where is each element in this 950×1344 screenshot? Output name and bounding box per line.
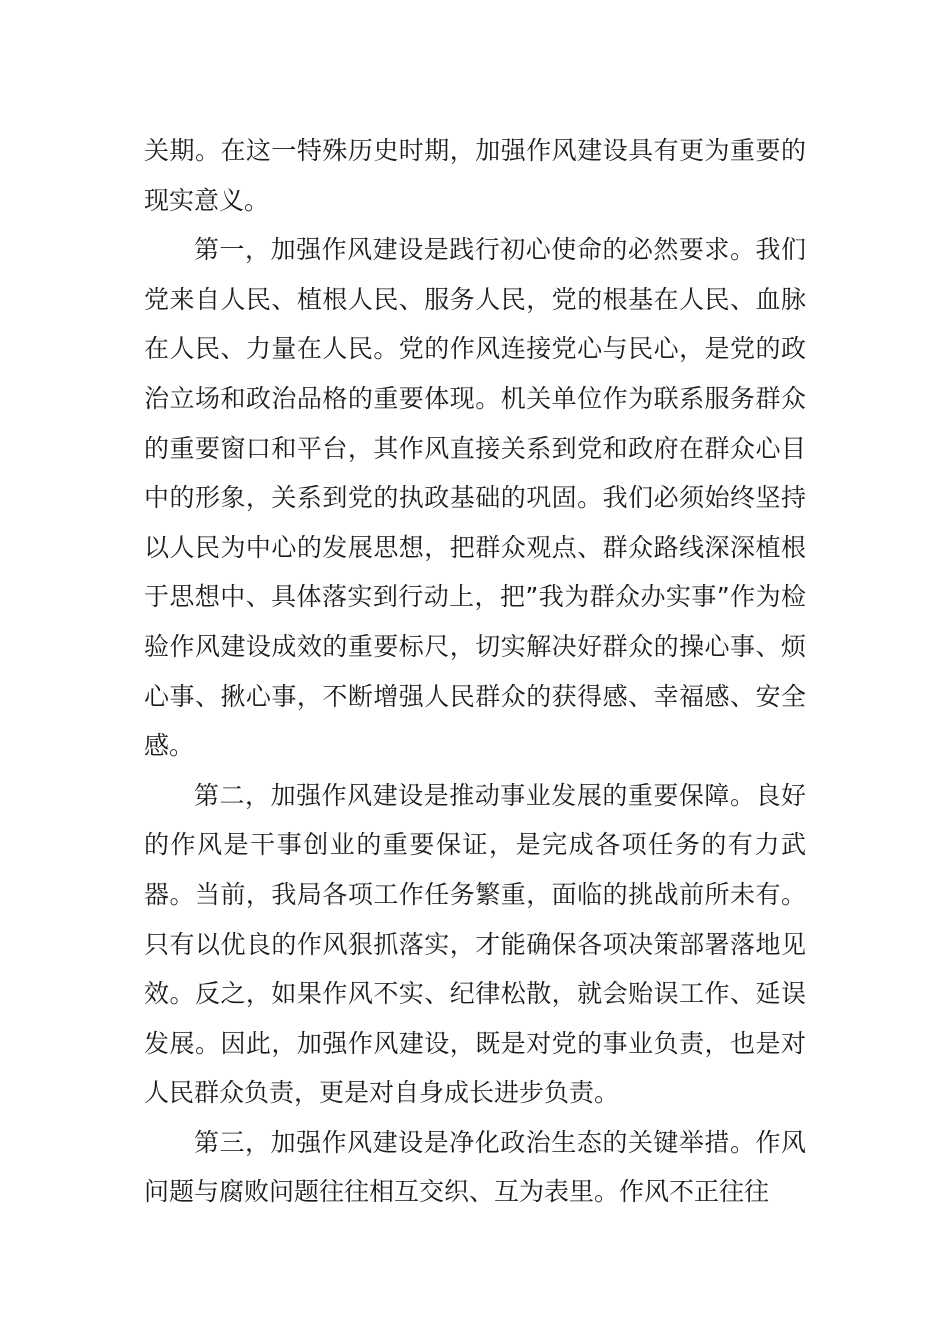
paragraph-third-point: 第三，加强作风建设是净化政治生态的关键举措。作风问题与腐败问题往往相互交织、互为表里。作风不正往往 <box>144 1127 806 1207</box>
paragraph-second-point: 第二，加强作风建设是推动事业发展的重要保障。良好的作风是干事创业的重要保证，是完成各项任务的有力武器。当前，我局各项工作任务繁重，面临的挑战前所未有。只有以优良的作风狠抓落实，才能确保各项决策部署落地见效。反之，如果作风不实、纪律松散，就会贻误工作、延误发展。因此，加强作风建设，既是对党的事业负责，也是对人民群众负责，更是对自身成长进步负责。 <box>144 780 806 1108</box>
document-body <box>144 126 806 1217</box>
paragraph-first-point: 第一，加强作风建设是践行初心使命的必然要求。我们党来自人民、植根人民、服务人民，党的根基在人民、血脉在人民、力量在人民。党的作风连接党心与民心，是党的政治立场和政治品格的重要体现。机关单位作为联系服务群众的重要窗口和平台，其作风直接关系到党和政府在群众心目中的形象，关系到党的执政基础的巩固。我们必须始终坚持以人民为中心的发展思想，把群众观点、群众路线深深植根于思想中、具体落实到行动上，把”我为群众办实事”作为检验作风建设成效的重要标尺，切实解决好群众的操心事、烦心事、揪心事，不断增强人民群众的获得感、幸福感、安全感。 <box>144 235 806 761</box>
paragraph-intro-continuation: 关期。在这一特殊历史时期，加强作风建设具有更为重要的现实意义。 <box>144 136 806 215</box>
